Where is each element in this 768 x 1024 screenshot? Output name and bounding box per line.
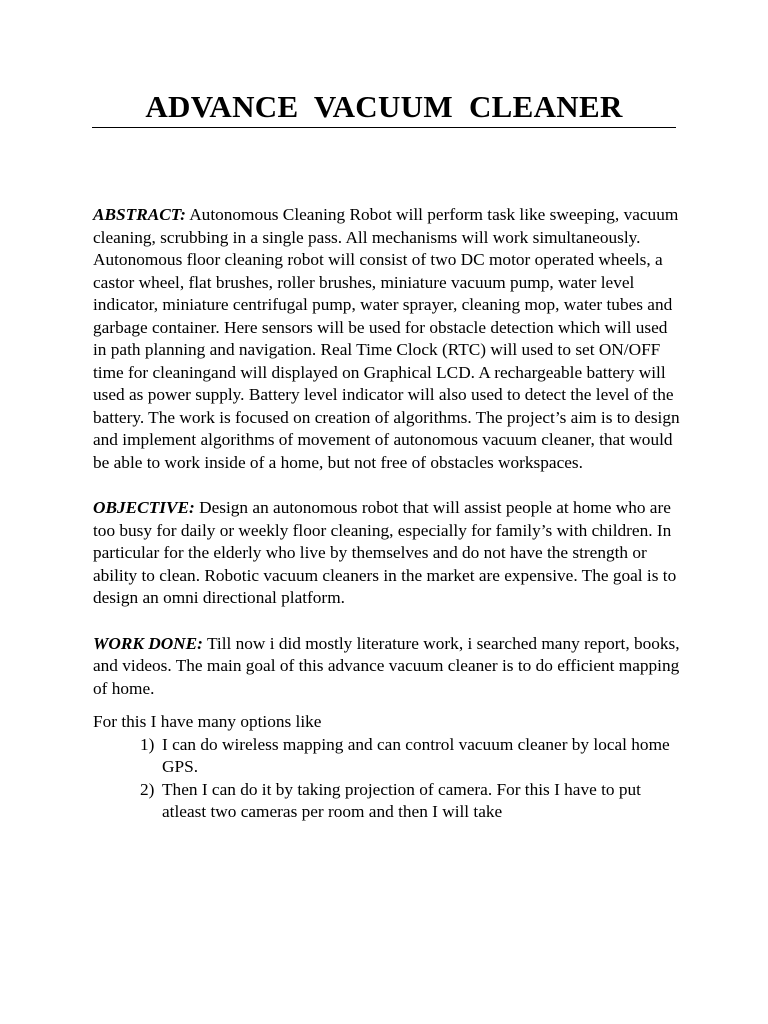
list-item	[93, 779, 683, 824]
title-underline	[92, 127, 676, 128]
list-item-number: 2)	[140, 779, 155, 799]
document-body	[93, 204, 683, 824]
objective-paragraph	[93, 497, 683, 610]
list-item	[93, 734, 683, 779]
list-item-text: Then I can do it by taking projection of camera. For this I have to put atleast two cameras per room and then I will take	[162, 779, 641, 821]
abstract-text: Autonomous Cleaning Robot will perform task like sweeping, vacuum cleaning, scrubbing in a single pass. All mechanisms will work simultaneously. Autonomous floor cleaning robot will consist of two DC motor operated wheels, a castor wheel, flat brushes, roller brushes, miniature vacuum pump, water level indicator, miniature centrifugal pump, water sprayer, cleaning mop, water tubes and garbage container. Here sensors will be used for obstacle detection which will used in path planning and navigation. Real Time Clock (RTC) will used to set ON/OFF time for cleaningand will displayed on Graphical LCD. A rechargeable battery will used as power supply. Battery level indicator will also used to detect the level of the battery. The work is focused on creation of algorithms. The project’s aim is to design and implement algorithms of movement of autonomous vacuum cleaner, that would be able to work inside of a home, but not free of obstacles workspaces.	[93, 205, 680, 472]
list-item-number: 1)	[140, 734, 155, 754]
abstract-label: ABSTRACT:	[93, 205, 186, 224]
abstract-paragraph	[93, 204, 683, 474]
options-list	[93, 734, 683, 824]
options-intro: For this I have many options like	[93, 712, 322, 731]
objective-text: Design an autonomous robot that will assist people at home who are too busy for daily or weekly floor cleaning, especially for family’s with children. In particular for the elderly who live by themselves and do not have the strength or ability to clean. Robotic vacuum cleaners in the market are expensive. The goal is to design an omni directional platform.	[93, 498, 677, 607]
work-done-label: WORK DONE:	[93, 633, 203, 653]
work-done-paragraph	[93, 633, 683, 701]
document-title: ADVANCE VACUUM CLEANER	[145, 89, 623, 124]
objective-label: OBJECTIVE:	[93, 498, 195, 517]
work-done-text: Till now i did mostly literature work, i searched many report, books, and videos. The main goal of this advance vacuum cleaner is to do efficient mapping of home.	[93, 633, 680, 698]
list-item-text: I can do wireless mapping and can control vacuum cleaner by local home GPS.	[162, 734, 670, 776]
